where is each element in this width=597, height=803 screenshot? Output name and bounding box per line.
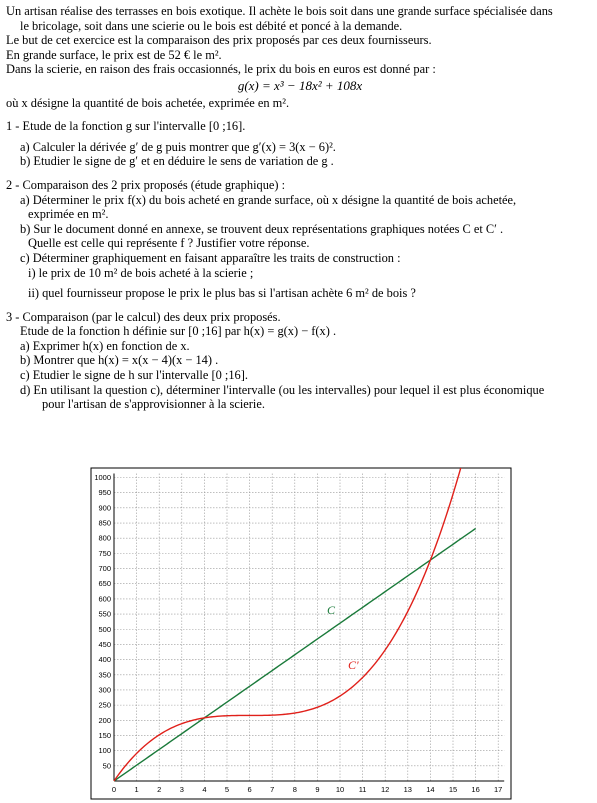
x-tick-label: 2 xyxy=(157,785,162,794)
intro-line-6: où x désigne la quantité de bois achetée, exprimée en m². xyxy=(6,95,290,110)
question-2a-line2: exprimée en m². xyxy=(28,207,109,222)
y-tick-label: 900 xyxy=(98,503,111,513)
x-tick-label: 8 xyxy=(292,785,297,794)
y-tick-label: 50 xyxy=(102,761,111,771)
x-tick-label: 12 xyxy=(381,785,390,794)
y-tick-label: 600 xyxy=(98,594,111,604)
question-3: 3 - Comparaison (par le calcul) des deux prix proposés. xyxy=(6,309,281,324)
x-tick-label: 17 xyxy=(494,785,503,794)
question-1: 1 - Etude de la fonction g sur l'intervalle [0 ;16]. xyxy=(6,119,246,134)
y-tick-label: 400 xyxy=(98,655,111,665)
x-tick-label: 16 xyxy=(471,785,480,794)
curve-label-c: C xyxy=(327,603,336,617)
x-tick-label: 1 xyxy=(134,785,139,794)
x-tick-label: 11 xyxy=(358,785,367,794)
question-3c: c) Etudier le signe de h sur l'intervalle [0 ;16]. xyxy=(20,368,248,383)
curve-label-c-prime: C' xyxy=(348,658,359,672)
question-2b-line2: Quelle est celle qui représente f ? Justifier votre réponse. xyxy=(28,236,310,251)
y-tick-label: 350 xyxy=(98,670,111,680)
y-tick-label: 300 xyxy=(98,685,111,695)
x-tick-label: 7 xyxy=(270,785,275,794)
y-tick-label: 950 xyxy=(98,488,111,498)
x-tick-label: 4 xyxy=(202,785,207,794)
y-tick-label: 1000 xyxy=(94,473,111,482)
x-tick-label: 9 xyxy=(315,785,320,794)
question-3d-line2: pour l'artisan de s'approvisionner à la scierie. xyxy=(42,397,265,412)
y-tick-label: 550 xyxy=(98,609,111,619)
intro-line-3: Le but de cet exercice est la comparaison des prix proposés par ces deux fournisseurs. xyxy=(6,33,432,48)
intro-line-5: Dans la scierie, en raison des frais occasionnés, le prix du bois en euros est donné par : xyxy=(6,62,436,77)
y-tick-label: 100 xyxy=(98,746,111,756)
graph-frame xyxy=(91,468,511,799)
question-2c-i: i) le prix de 10 m² de bois acheté à la scierie ; xyxy=(28,265,254,280)
x-tick-label: 14 xyxy=(426,785,435,794)
question-3d-line1: d) En utilisant la question c), déterminer l'intervalle (ou les intervalles) pour lequel il est plus économique xyxy=(20,382,545,397)
x-tick-label: 3 xyxy=(179,785,184,794)
question-3-intro: Etude de la fonction h définie sur [0 ;16] par h(x) = g(x) − f(x) . xyxy=(20,324,337,339)
y-tick-label: 450 xyxy=(98,639,111,649)
question-3b: b) Montrer que h(x) = x(x − 4)(x − 14) . xyxy=(20,353,219,368)
question-1a: a) Calculer la dérivée g′ de g puis montrer que g′(x) = 3(x − 6)². xyxy=(20,139,336,154)
y-tick-label: 250 xyxy=(98,700,111,710)
y-tick-label: 850 xyxy=(98,518,111,528)
x-tick-label: 10 xyxy=(335,785,345,794)
question-2b-line1: b) Sur le document donné en annexe, se trouvent deux représentations graphiques notées C et C′ . xyxy=(20,221,504,236)
question-1b: b) Etudier le signe de g′ et en déduire le sens de variation de g . xyxy=(20,154,334,169)
question-2c-ii: ii) quel fournisseur propose le prix le plus bas si l'artisan achète 6 m² de bois ? xyxy=(28,286,416,301)
y-tick-label: 200 xyxy=(98,715,111,725)
x-tick-label: 0 xyxy=(111,785,117,794)
x-tick-label: 13 xyxy=(403,785,412,794)
x-tick-label: 5 xyxy=(224,785,230,794)
question-2c: c) Déterminer graphiquement en faisant apparaître les traits de construction : xyxy=(20,250,401,265)
question-2: 2 - Comparaison des 2 prix proposés (étude graphique) : xyxy=(6,177,286,192)
question-3a: a) Exprimer h(x) en fonction de x. xyxy=(20,338,190,353)
y-tick-label: 650 xyxy=(98,579,111,589)
question-2a-line1: a) Déterminer le prix f(x) du bois acheté en grande surface, où x désigne la quantité de bois achetée, xyxy=(20,192,517,207)
x-tick-label: 15 xyxy=(448,785,458,794)
y-tick-label: 500 xyxy=(98,624,111,634)
formula-g: g(x) = x³ − 18x² + 108x xyxy=(237,77,363,93)
y-tick-label: 750 xyxy=(98,548,111,558)
intro-line-4: En grande surface, le prix est de 52 € le m². xyxy=(6,47,222,62)
y-tick-label: 700 xyxy=(98,564,111,574)
y-tick-label: 150 xyxy=(98,730,111,740)
intro-line-1: Un artisan réalise des terrasses en bois exotique. Il achète le bois soit dans une grande surface spécialisée dans xyxy=(6,4,553,18)
intro-line-2: le bricolage, soit dans une scierie ou le bois est débité et poncé à la demande. xyxy=(20,18,403,33)
x-tick-label: 6 xyxy=(247,785,252,794)
y-tick-label: 800 xyxy=(98,533,111,543)
